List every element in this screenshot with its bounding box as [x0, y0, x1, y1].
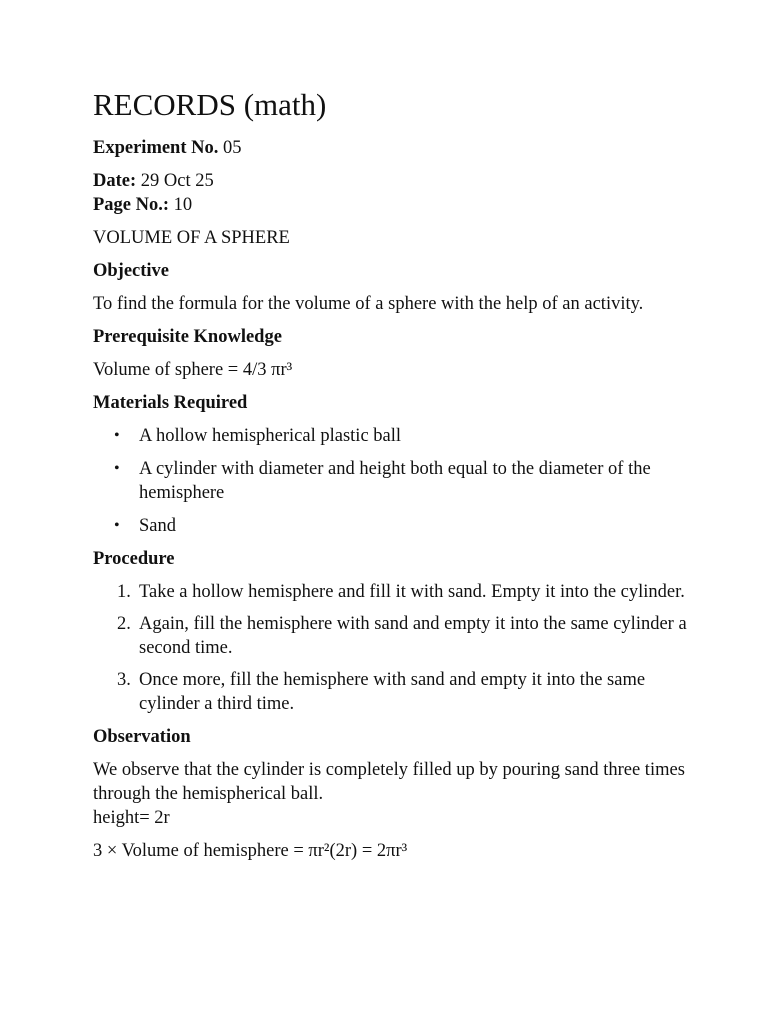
bullet-icon: • [114, 460, 120, 477]
materials-list-item [93, 457, 693, 505]
objective-heading: Objective [93, 261, 170, 281]
observation-heading: Observation [93, 727, 191, 747]
procedure-list [93, 580, 693, 716]
step-number: 3. [117, 670, 131, 690]
topic-heading: VOLUME OF A SPHERE [93, 228, 290, 248]
document-page [93, 84, 693, 872]
procedure-step [93, 612, 693, 660]
bullet-icon: • [114, 427, 120, 444]
materials-list-item [93, 514, 693, 538]
prerequisite-text: Volume of sphere = 4/3 πr³ [93, 360, 293, 380]
experiment-value: 05 [218, 138, 242, 158]
materials-list [93, 424, 693, 538]
step-text: Take a hollow hemisphere and fill it with sand. Empty it into the cylinder. [139, 582, 685, 602]
observation-height-line: height= 2r [93, 808, 170, 828]
step-number: 2. [117, 614, 131, 634]
observation-text: We observe that the cylinder is completely filled up by pouring sand three times through the hemispherical ball. [93, 760, 685, 804]
objective-text: To find the formula for the volume of a sphere with the help of an activity. [93, 294, 644, 314]
materials-heading: Materials Required [93, 393, 248, 413]
step-number: 1. [117, 582, 131, 602]
materials-item-text: A hollow hemispherical plastic ball [139, 426, 402, 446]
experiment-number [93, 136, 693, 160]
page-label: Page No.: [93, 195, 170, 215]
page-value: 10 [169, 195, 193, 215]
observation-equation: 3 × Volume of hemisphere = πr²(2r) = 2πr³ [93, 841, 408, 861]
materials-item-text: A cylinder with diameter and height both equal to the diameter of the hemisphere [139, 459, 651, 503]
materials-item-text: Sand [139, 516, 176, 536]
materials-list-item [93, 424, 693, 448]
prerequisite-heading: Prerequisite Knowledge [93, 327, 282, 347]
step-text: Once more, fill the hemisphere with sand and empty it into the same cylinder a third time. [139, 670, 646, 714]
procedure-step [93, 668, 693, 716]
page-number-line [93, 193, 693, 217]
procedure-heading: Procedure [93, 549, 175, 569]
experiment-label: Experiment No. [93, 138, 219, 158]
date-line [93, 169, 693, 193]
procedure-step [93, 580, 693, 604]
step-text: Again, fill the hemisphere with sand and empty it into the same cylinder a second time. [139, 614, 687, 658]
document-title: RECORDS (math) [93, 87, 327, 122]
bullet-icon: • [114, 517, 120, 534]
date-label: Date: [93, 171, 137, 191]
date-value: 29 Oct 25 [136, 171, 214, 191]
